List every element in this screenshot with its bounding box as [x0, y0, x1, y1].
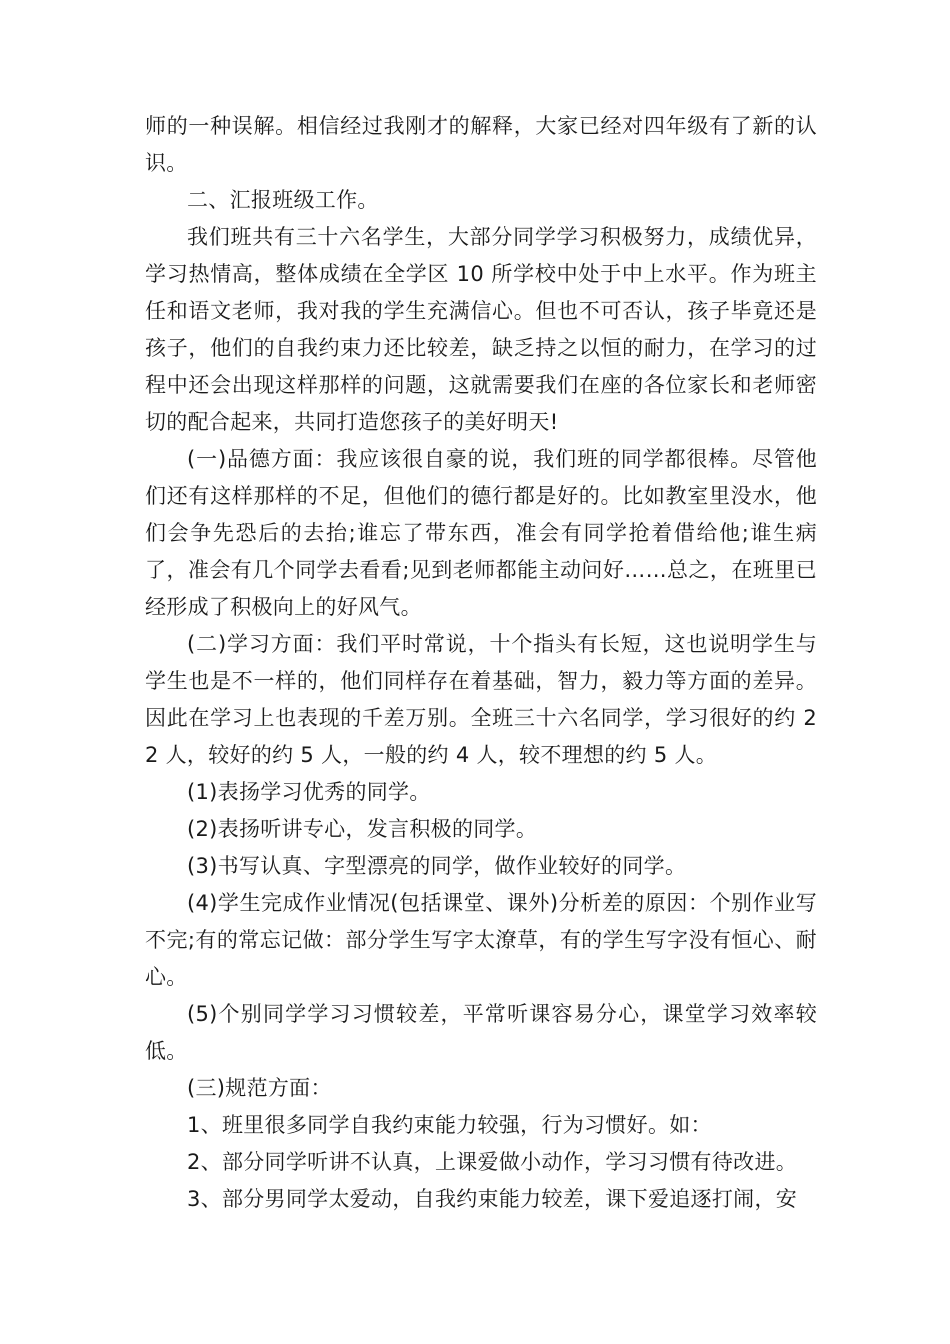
list-item-3: (3)书写认真、字型漂亮的同学，做作业较好的同学。 [187, 854, 687, 878]
norms-item-3: 3、部分男同学太爱动，自我约束能力较差，课下爱追逐打闹，安 [187, 1187, 798, 1211]
paragraph-class-overview: 我们班共有三十六名学生，大部分同学学习积极努力，成绩优异，学习热情高，整体成绩在全学区 10 所学校中处于中上水平。作为班主任和语文老师，我对我的学生充满信心。但也不可否认，孩子毕竟还是孩子，他们的自我约束力还比较差，缺乏持之以恒的耐力，在学习的过程中还会出现这样那样的问题，这就需要我们在座的各位家长和老师密切的配合起来，共同打造您孩子的美好明天! [145, 225, 817, 434]
list-item-4: (4)学生完成作业情况(包括课堂、课外)分析差的原因：个别作业写不完;有的常忘记做：部分学生写字太潦草，有的学生写字没有恒心、耐心。 [145, 891, 817, 989]
list-item-5: (5)个别同学学习习惯较差，平常听课容易分心，课堂学习效率较低。 [145, 1002, 817, 1063]
paragraph-study: (二)学习方面：我们平时常说，十个指头有长短，这也说明学生与学生也是不一样的，他们同样存在着基础，智力，毅力等方面的差异。因此在学习上也表现的千差万别。全班三十六名同学，学习很好的约 22 人，较好的约 5 人，一般的约 4 人，较不理想的约 5 人。 [145, 632, 817, 767]
paragraph-1: 师的一种误解。相信经过我刚才的解释，大家已经对四年级有了新的认识。 [145, 114, 817, 175]
section-heading-class-work: 二、汇报班级工作。 [187, 188, 379, 212]
document-body [145, 108, 817, 1218]
paragraph-morality: (一)品德方面：我应该很自豪的说，我们班的同学都很棒。尽管他们还有这样那样的不足，但他们的德行都是好的。比如教室里没水，他们会争先恐后的去抬;谁忘了带东西，准会有同学抢着借给他;谁生病了，准会有几个同学去看看;见到老师都能主动问好……总之，在班里已经形成了积极向上的好风气。 [145, 447, 817, 619]
list-item-1: (1)表扬学习优秀的同学。 [187, 780, 431, 804]
list-item-2: (2)表扬听讲专心，发言积极的同学。 [187, 817, 538, 841]
norms-item-1: 1、班里很多同学自我约束能力较强，行为习惯好。如： [187, 1113, 712, 1137]
norms-item-2: 2、部分同学听讲不认真，上课爱做小动作，学习习惯有待改进。 [187, 1150, 798, 1174]
section-heading-norms: (三)规范方面： [187, 1076, 332, 1100]
